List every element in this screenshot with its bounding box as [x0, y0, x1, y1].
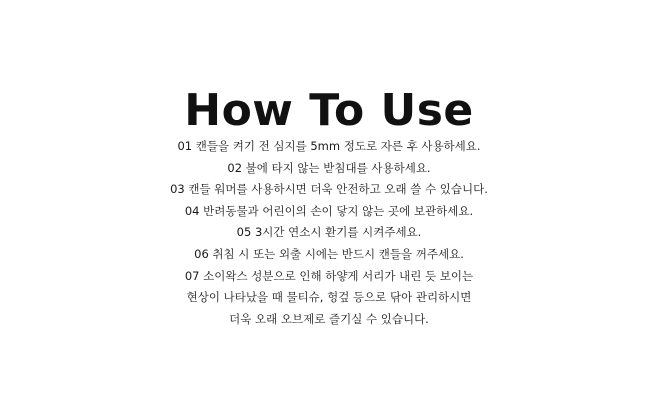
instruction-line-4: 04 반려동물과 어린이의 손이 닿지 않는 곳에 보관하세요. — [184, 203, 474, 218]
instruction-line-1: 01 캔들을 켜기 전 심지를 5mm 정도로 자른 후 사용하세요. — [177, 139, 481, 153]
instruction-line-7-continued: 현상이 나타났을 때 물티슈, 헝겊 등으로 닦아 관리하시면 — [186, 290, 472, 305]
instruction-line-2: 02 불에 타지 않는 받침대를 사용하세요. — [227, 160, 431, 175]
instruction-line-7: 07 소이왁스 성분으로 인해 하얗게 서리가 내린 듯 보이는 — [184, 268, 474, 283]
instruction-list — [0, 136, 658, 330]
instruction-line-7-end: 더욱 오래 오브제로 즐기실 수 있습니다. — [229, 311, 429, 326]
instruction-line-6: 06 취침 시 또는 외출 시에는 반드시 캔들을 꺼주세요. — [194, 246, 464, 261]
instruction-line-3: 03 캔들 워머를 사용하시면 더욱 안전하고 오래 쓸 수 있습니다. — [170, 182, 488, 197]
page-title: How To Use — [184, 85, 474, 137]
instruction-line-5: 05 3시간 연소시 환기를 시켜주세요. — [236, 225, 422, 240]
